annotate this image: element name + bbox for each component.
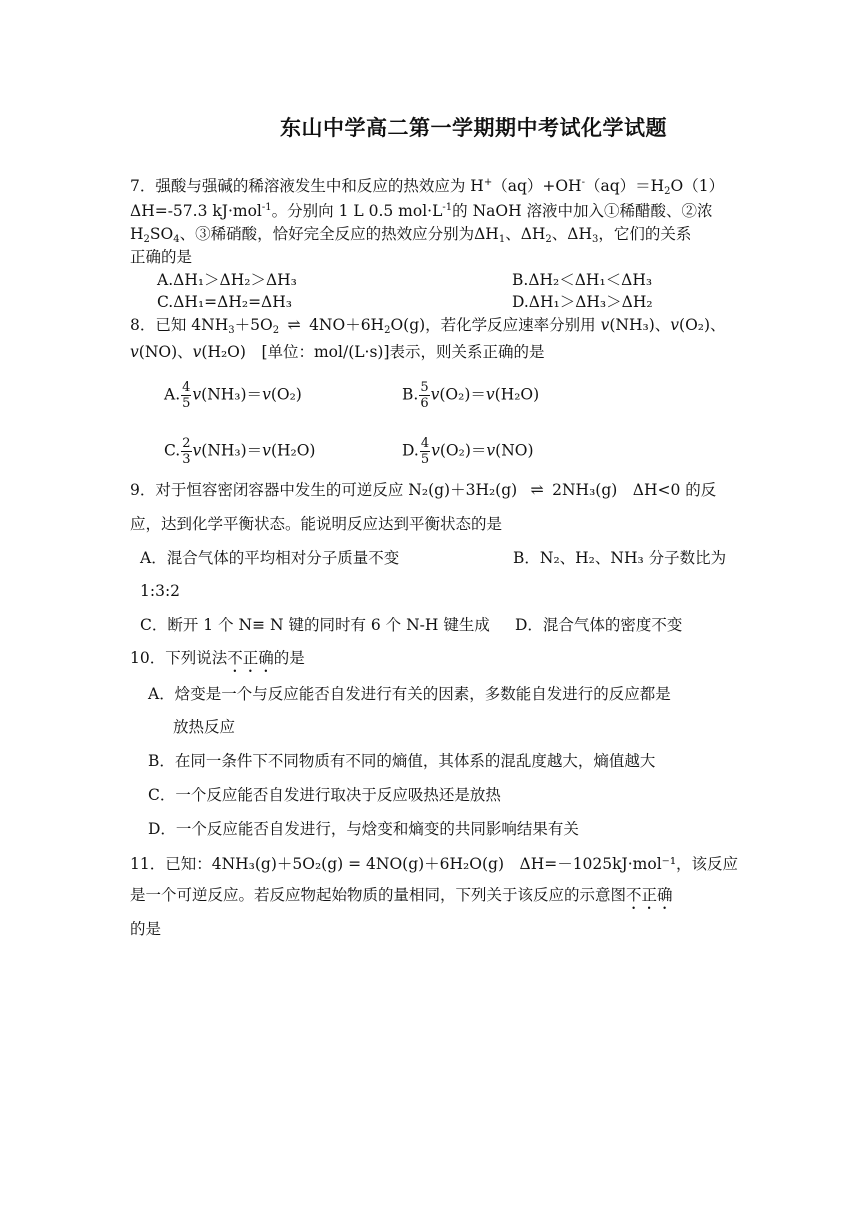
equilibrium-arrow-icon [522,479,552,501]
emphasis-text: 不正确 [626,886,673,904]
q11-line-2: 是一个可逆反应。若反应物起始物质的量相同，下列关于该反应的示意图不正确 [130,886,673,904]
page-title: 东山中学高二第一学期期中考试化学试题 [280,115,667,140]
q11-line-1: 11．已知：4NH₃(g)＋5O₂(g) = 4NO(g)＋6H₂O(g) ΔH=－1025kJ·mol⁻¹，该反应 [130,855,739,873]
q10-option-c: C．一个反应能否自发进行取决于反应吸热还是放热 [148,786,501,804]
q8-line-2: v(NO)、v(H₂O) [单位：mol/(L·s)]表示，则关系正确的是 [130,343,545,361]
q10-option-a-cont: 放热反应 [173,718,236,736]
q8-line-1: 8．已知 $4NH_3+5O_2\rightleftharpoons$ $4NO+6H_2O(g)$，若化学反应速率分别用 v(NH₃)、v(O₂)、 [130,314,726,336]
q9-option-d: D．混合气体的密度不变 [515,616,683,634]
fraction: $\frac{4}{5}$ [182,380,191,411]
equilibrium-arrow-icon [279,314,309,336]
fraction: $\frac{4}{5}$ [420,436,430,467]
q7-line-1: 7．强酸与强碱的稀溶液发生中和反应的热效应为 $H^+(aq)+OH^-(aq)=H_2O(1)$ [130,177,725,197]
q9-option-c: C．断开 1 个 N≡ N 键的同时有 6 个 N-H 键生成 [140,616,490,634]
fraction: $\frac{5}{6}$ [420,380,429,411]
q9-line-2: 应，达到化学平衡状态。能说明反应达到平衡状态的是 [130,515,503,533]
q9-option-a: A．混合气体的平均相对分子质量不变 [140,549,400,567]
q8-option-c: C. $\frac{2}{3}$ v(NH₃)＝v(H₂O) [164,436,316,467]
q8-option-b: B. $\frac{5}{6}$ v(O₂)＝v(H₂O) [402,380,540,411]
q7-line-3: $H_2SO_4$、③稀硝酸，恰好完全反应的热效应分别为$\Delta H_1$、$\Delta H_2$、$\Delta H_3$，它们的关系 [130,225,692,245]
q9-option-b: B．N₂、H₂、NH₃ 分子数比为 [513,549,727,567]
q7-line-2: ΔH=-57.3 kJ·mol$^{-1}$。分别向 1 L 0.5 $mol\cdot L^{-1}$的 NaOH 溶液中加入①稀醋酸、②浓 [130,202,713,220]
q7-option-c: C.ΔH₁=ΔH₂=ΔH₃ [157,293,292,311]
emphasis-text: 不正确 [227,649,274,667]
q10-option-b: B．在同一条件下不同物质有不同的熵值，其体系的混乱度越大，熵值越大 [148,752,656,770]
q7-option-d: D.ΔH₁＞ΔH₃＞ΔH₂ [512,293,653,311]
q7-option-a: A.ΔH₁＞ΔH₂＞ΔH₃ [157,271,297,289]
q10-stem: 10．下列说法不正确的是 [130,649,305,667]
q9-line-1: 9．对于恒容密闭容器中发生的可逆反应 N₂(g)＋3H₂(g) ⇌2NH₃(g) ΔH<0 的反 [130,479,716,501]
q11-line-3: 的是 [130,920,162,938]
q7-line-4: 正确的是 [130,248,193,266]
q8-option-a: A. $\frac{4}{5}$ v(NH₃)＝v(O₂) [164,380,302,411]
q7-option-b: B.ΔH₂＜ΔH₁＜ΔH₃ [512,271,653,289]
q10-option-d: D．一个反应能否自发进行，与焓变和熵变的共同影响结果有关 [148,820,579,838]
q9-option-b-cont: 1:3:2 [140,582,181,600]
q10-option-a: A．焓变是一个与反应能否自发进行有关的因素，多数能自发进行的反应都是 [148,685,671,703]
q8-option-d: D. $\frac{4}{5}$ v(O₂)＝v(NO) [402,436,534,467]
fraction: $\frac{2}{3}$ [182,436,191,467]
